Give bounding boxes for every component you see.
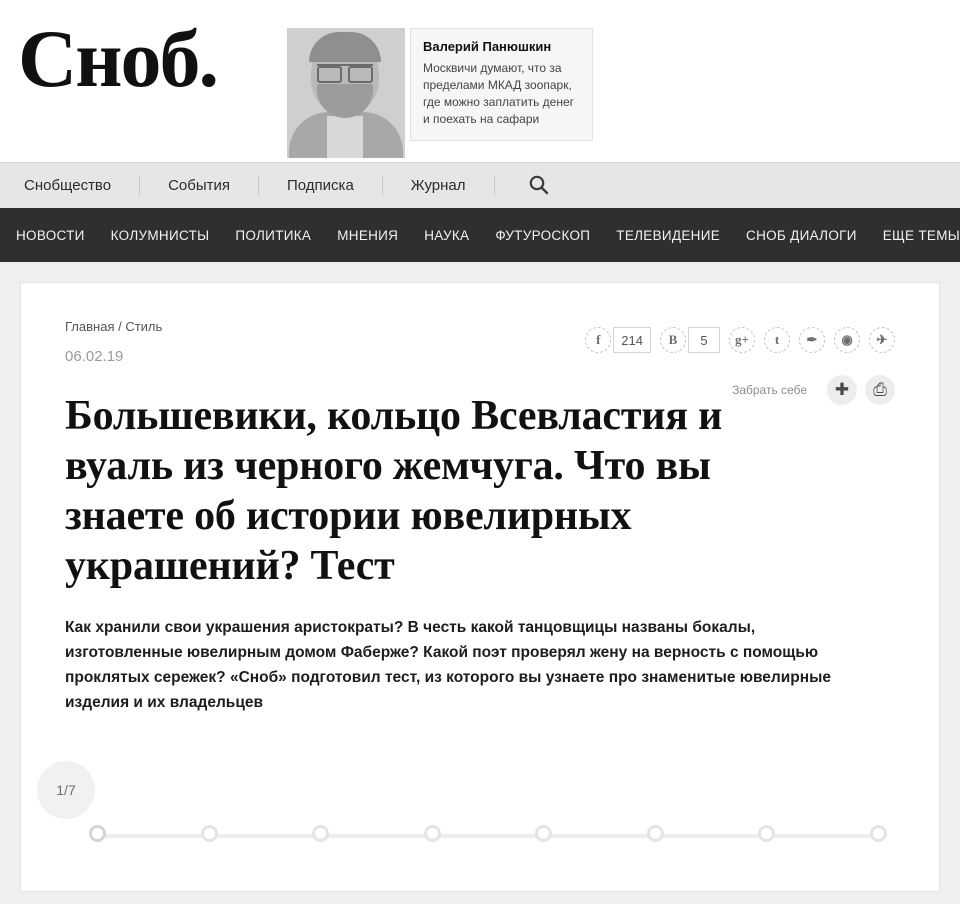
share-bar — [576, 327, 895, 353]
odnoklassniki-icon[interactable]: ◉ — [834, 327, 860, 353]
nav-item-snob-dialogi[interactable]: СНОБ ДИАЛОГИ — [746, 227, 857, 243]
vk-share-count: 5 — [688, 327, 720, 353]
site-logo[interactable]: Сноб. — [18, 13, 217, 104]
step-dot-2[interactable] — [201, 825, 218, 842]
page-wrapper — [0, 262, 960, 892]
site-header — [0, 0, 960, 162]
step-counter-badge: 1/7 — [37, 761, 95, 819]
nav-item-futuroskop[interactable]: ФУТУРОСКОП — [495, 227, 591, 243]
nav-more-label: ЕЩЕ ТЕМЫ — [882, 227, 960, 243]
facebook-share-count: 214 — [613, 327, 651, 353]
printer-icon[interactable]: ⎙ — [865, 375, 895, 405]
google-plus-icon[interactable]: g+ — [729, 327, 755, 353]
step-dot-6[interactable] — [647, 825, 664, 842]
promo-author-name: Валерий Панюшкин — [423, 39, 552, 54]
livejournal-icon[interactable]: ✒ — [799, 327, 825, 353]
share-vk-group — [651, 327, 720, 353]
nav-item-podpiska[interactable]: Подписка — [287, 176, 383, 196]
twitter-icon[interactable]: t — [764, 327, 790, 353]
step-dot-8[interactable] — [870, 825, 887, 842]
nav-item-politika[interactable]: ПОЛИТИКА — [235, 227, 312, 243]
telegram-icon[interactable]: ✈ — [869, 327, 895, 353]
nav-item-nauka[interactable]: НАУКА — [424, 227, 470, 243]
nav-item-mneniya[interactable]: МНЕНИЯ — [337, 227, 399, 243]
article-card — [20, 282, 940, 892]
grab-bar — [732, 375, 895, 405]
primary-navigation — [0, 162, 960, 208]
plus-icon[interactable]: ✚ — [827, 375, 857, 405]
grab-label: Забрать себе — [732, 383, 807, 397]
share-facebook-group — [576, 327, 651, 353]
vk-icon[interactable]: B — [660, 327, 686, 353]
nav-item-televidenie[interactable]: ТЕЛЕВИДЕНИЕ — [616, 227, 721, 243]
search-icon[interactable] — [527, 173, 553, 199]
nav-item-novosti[interactable]: НОВОСТИ — [16, 227, 85, 243]
nav-item-zhurnal[interactable]: Журнал — [411, 176, 495, 196]
secondary-navigation — [0, 208, 960, 262]
promo-card[interactable] — [410, 28, 593, 141]
step-dot-5[interactable] — [535, 825, 552, 842]
photo-shirt-shape — [327, 116, 363, 158]
step-dot-7[interactable] — [758, 825, 775, 842]
step-dot-4[interactable] — [424, 825, 441, 842]
nav-item-kolumnisty[interactable]: КОЛУМНИСТЫ — [110, 227, 210, 243]
quiz-stepper — [56, 761, 895, 871]
breadcrumb[interactable]: Главная / Стиль — [65, 319, 163, 334]
promo-author-photo[interactable] — [287, 28, 405, 158]
facebook-icon[interactable]: f — [585, 327, 611, 353]
step-dot-list — [89, 825, 887, 842]
nav-item-more-topics[interactable] — [883, 228, 960, 243]
article-date: 06.02.19 — [65, 348, 124, 365]
promo-teaser-text: Москвичи думают, что за пределами МКАД зоопарк, где можно заплатить денег и поехать на сафари — [423, 61, 575, 126]
step-dot-1[interactable] — [89, 825, 106, 842]
step-dot-3[interactable] — [312, 825, 329, 842]
nav-item-sobytiya[interactable]: События — [168, 176, 259, 196]
photo-hair-shape — [309, 32, 381, 62]
article-lead: Как хранили свои украшения аристократы? В честь какой танцовщицы названы бокалы, изготовленные ювелирным домом Фаберже? Какой поэт проверял жену на верность с помощью проклятых сережек? «Сноб» подготовил тест, из которого вы узнаете про знаменитые ювелирные изделия и их владельцев — [65, 619, 831, 711]
nav-item-snobschestvo[interactable]: Снобщество — [18, 176, 140, 196]
photo-glasses-shape — [317, 64, 373, 79]
page-title: Большевики, кольцо Всевластия и вуаль из черного жемчуга. Что вы знаете об истории ювелирных украшений? Тест — [65, 393, 723, 589]
